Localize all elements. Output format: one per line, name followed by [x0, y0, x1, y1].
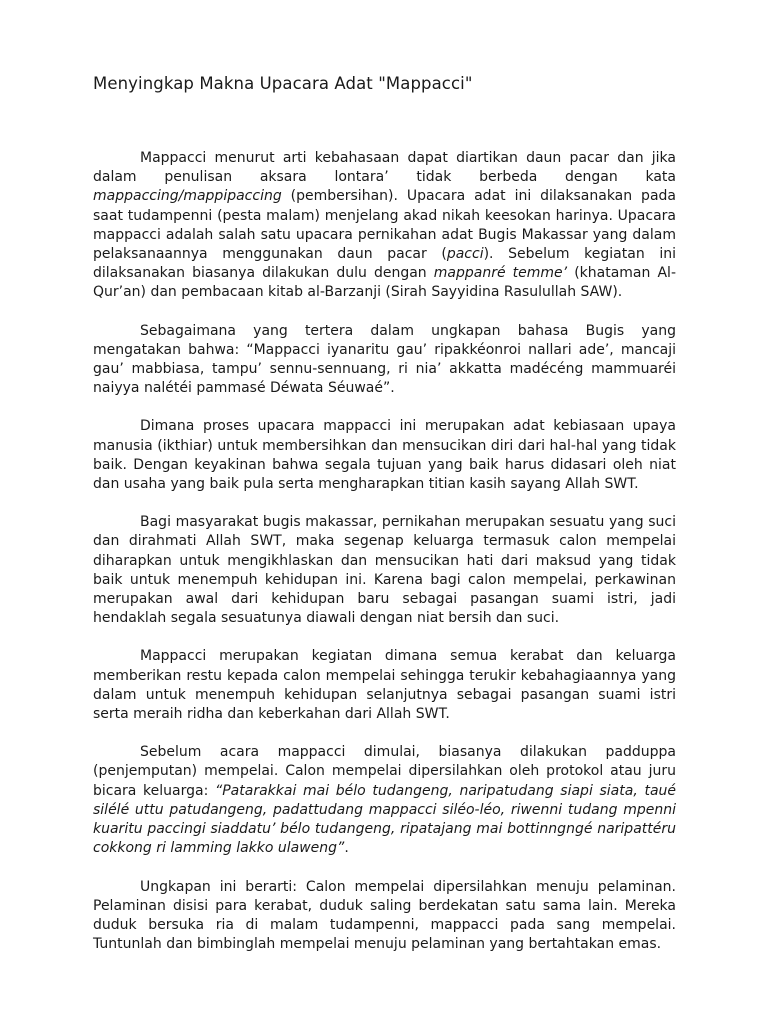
text-segment: (khataman Al-Qur’an) dan pembacaan kitab al-Barzanji (Sirah Sayyidina Rasulullah SAW).: [93, 265, 676, 301]
text-segment: Sebagaimana yang tertera dalam ungkapan bahasa Bugis yang mengatakan bahwa: “Mappacci iyanaritu gau’ ripakkéonroi nallari ade’, mancaji gau’ mabbiasa, tampu’ sennu-sennuang, ri nia’ akkatta madécéng mammuaréi naiyya nalétéi pammasé Déwata Séuwaé”.: [93, 322, 676, 397]
document-title: Menyingkap Makna Upacara Adat "Mappacci": [93, 74, 473, 93]
text-segment: Mappacci merupakan kegiatan dimana semua kerabat dan keluarga memberikan restu kepada calon mempelai sehingga terukir kebahagiaannya yang dalam untuk menempuh kehidupan selanjutnya sebagai pasangan suami istri serta meraih ridha dan keberkahan dari Allah SWT.: [93, 648, 676, 723]
paragraph: [93, 647, 676, 724]
italic-text-segment: “Patarakkai mai bélo tudangeng, naripatudang siapi siata, taué silélé uttu patudangeng, padattudang mappacci siléo-léo, riwenni tudang mpenni kuaritu paccingi siaddatu’ bélo tudangeng, ripatajang mai bottinngngé naripattéru cokkong ri lamming lakko ulaweng”: [93, 782, 677, 857]
text-segment: (pembersihan). Upacara adat ini dilaksanakan pada saat tudampenni (pesta malam) menjelang akad nikah keesokan harinya. Upacara mappacci adalah salah satu upacara pernikahan adat Bugis Makassar yang dalam pelaksanaannya menggunakan daun pacar (: [93, 188, 676, 263]
text-segment: Bagi masyarakat bugis makassar, pernikahan merupakan sesuatu yang suci dan dirahmati Allah SWT, maka segenap keluarga termasuk calon mempelai diharapkan untuk mengikhlaskan dan mensucikan hati dari maksud yang tidak baik untuk menempuh kehidupan ini. Karena bagi calon mempelai, perkawinan merupakan awal dari kehidupan baru sebagai pasangan suami istri, jadi hendaklah segala sesuatunya diawali dengan niat bersih dan suci.: [93, 514, 676, 627]
paragraph: [93, 322, 676, 399]
italic-text-segment: pacci: [446, 246, 484, 263]
text-segment: Mappacci menurut arti kebahasaan dapat diartikan daun pacar dan jika dalam penulisan aksara lontara’ tidak berbeda dengan kata: [93, 150, 676, 186]
italic-text-segment: mappaccing/mappipaccing: [93, 188, 282, 205]
paragraph: [93, 743, 676, 858]
text-segment: Ungkapan ini berarti: Calon mempelai dipersilahkan menuju pelaminan. Pelaminan disisi para kerabat, duduk saling berdekatan satu sama lain. Mereka duduk bersuka ria di malam tudampenni, mappacci pada sang mempelai. Tuntunlah dan bimbinglah mempelai menuju pelaminan yang bertahtakan emas.: [93, 878, 676, 953]
document-body: [93, 149, 676, 973]
paragraph: [93, 417, 676, 494]
paragraph: [93, 878, 676, 955]
paragraph: [93, 513, 676, 628]
text-segment: Dimana proses upacara mappacci ini merupakan adat kebiasaan upaya manusia (ikthiar) untuk membersihkan dan mensucikan diri dari hal-hal yang tidak baik. Dengan keyakinan bahwa segala tujuan yang baik harus didasari oleh niat dan usaha yang baik pula serta mengharapkan titian kasih sayang Allah SWT.: [93, 418, 676, 493]
text-segment: .: [344, 840, 349, 857]
text-segment: ). Sebelum kegiatan ini dilaksanakan biasanya dilakukan dulu dengan: [93, 246, 676, 282]
paragraph: [93, 149, 676, 303]
italic-text-segment: mappanré temme’: [433, 265, 568, 282]
text-segment: Sebelum acara mappacci dimulai, biasanya dilakukan padduppa (penjemputan) mempelai. Calon mempelai dipersilahkan oleh protokol atau juru bicara keluarga:: [93, 744, 676, 799]
